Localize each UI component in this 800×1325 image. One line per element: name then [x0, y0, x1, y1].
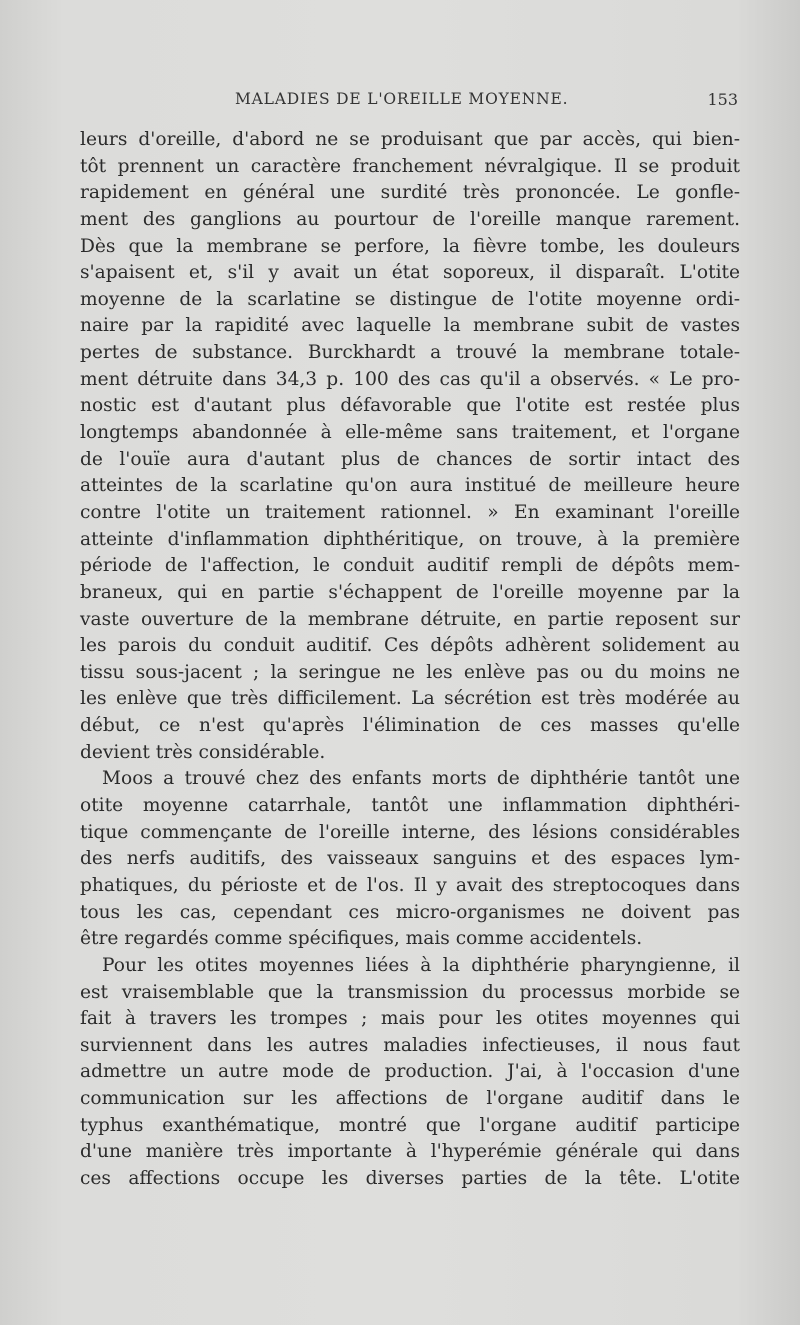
- text-line: phatiques, du périoste et de l'os. Il y avait des streptocoques dans: [80, 874, 740, 896]
- text-line: atteintes de la scarlatine qu'on aura institué de meilleure heure: [80, 475, 740, 497]
- text-line: nostic est d'autant plus défavorable que l'otite est restée plus: [80, 395, 740, 417]
- text-line: longtemps abandonnée à elle-même sans traitement, et l'organe: [80, 422, 740, 444]
- page-header: [80, 90, 740, 114]
- text-line: Moos a trouvé chez des enfants morts de diphthérie tantôt une: [102, 768, 740, 790]
- text-line: atteinte d'inflammation diphthéritique, on trouve, à la première: [80, 528, 740, 550]
- text-line: devient très considérable.: [80, 741, 326, 763]
- text-line: rapidement en général une surdité très prononcée. Le gonfle-: [80, 182, 740, 204]
- text-line: leurs d'oreille, d'abord ne se produisant que par accès, qui bien-: [80, 129, 740, 150]
- text-line: braneux, qui en partie s'échappent de l'oreille moyenne par la: [80, 581, 740, 603]
- text-line: pertes de substance. Burckhardt a trouvé la membrane totale-: [80, 342, 740, 364]
- text-line: moyenne de la scarlatine se distingue de l'otite moyenne ordi-: [80, 288, 740, 310]
- text-line: Dès que la membrane se perfore, la fièvre tombe, les douleurs: [80, 235, 740, 257]
- text-line: typhus exanthématique, montré que l'organe auditif participe: [80, 1114, 740, 1136]
- text-line: Pour les otites moyennes liées à la diphthérie pharyngienne, il: [102, 954, 740, 976]
- text-line: otite moyenne catarrhale, tantôt une inflammation diphthéri-: [80, 795, 740, 817]
- text-line: ment des ganglions au pourtour de l'oreille manque rarement.: [80, 208, 740, 230]
- text-line: tôt prennent un caractère franchement névralgique. Il se produit: [80, 155, 740, 177]
- text-line: tissu sous-jacent ; la seringue ne les enlève pas ou du moins ne: [80, 661, 740, 683]
- text-line: fait à travers les trompes ; mais pour les otites moyennes qui: [80, 1008, 740, 1030]
- text-line: début, ce n'est qu'après l'élimination de ces masses qu'elle: [80, 715, 740, 737]
- text-line: être regardés comme spécifiques, mais comme accidentels.: [80, 928, 643, 950]
- page-number: 153: [707, 90, 738, 109]
- body-text: [80, 127, 740, 1193]
- text-line: des nerfs auditifs, des vaisseaux sanguins et des espaces lym-: [80, 848, 740, 870]
- text-line: de l'ouïe aura d'autant plus de chances de sortir intact des: [80, 448, 740, 470]
- text-line: vaste ouverture de la membrane détruite, en partie reposent sur: [80, 608, 740, 630]
- text-line: est vraisemblable que la transmission du processus morbide se: [80, 981, 740, 1003]
- text-line: admettre un autre mode de production. J'ai, à l'occasion d'une: [80, 1061, 740, 1083]
- running-title: MALADIES DE L'OREILLE MOYENNE.: [235, 90, 569, 108]
- text-line: ces affections occupe les diverses parties de la tête. L'otite: [80, 1167, 740, 1189]
- text-line: tous les cas, cependant ces micro-organismes ne doivent pas: [80, 901, 740, 923]
- text-line: contre l'otite un traitement rationnel. » En examinant l'oreille: [80, 501, 740, 523]
- text-line: naire par la rapidité avec laquelle la membrane subit de vastes: [80, 315, 740, 337]
- text-line: ment détruite dans 34,3 p. 100 des cas qu'il a observés. « Le pro-: [80, 368, 740, 390]
- text-line: surviennent dans les autres maladies infectieuses, il nous faut: [80, 1034, 740, 1056]
- text-line: les enlève que très difficilement. La sécrétion est très modérée au: [80, 688, 740, 710]
- text-line: période de l'affection, le conduit auditif rempli de dépôts mem-: [80, 555, 740, 577]
- text-line: tique commençante de l'oreille interne, des lésions considérables: [80, 821, 740, 843]
- text-line: communication sur les affections de l'organe auditif dans le: [80, 1088, 740, 1110]
- text-line: les parois du conduit auditif. Ces dépôts adhèrent solidement au: [80, 635, 740, 657]
- text-line: s'apaisent et, s'il y avait un état soporeux, il disparaît. L'otite: [80, 262, 740, 284]
- text-line: d'une manière très importante à l'hyperémie générale qui dans: [80, 1141, 740, 1163]
